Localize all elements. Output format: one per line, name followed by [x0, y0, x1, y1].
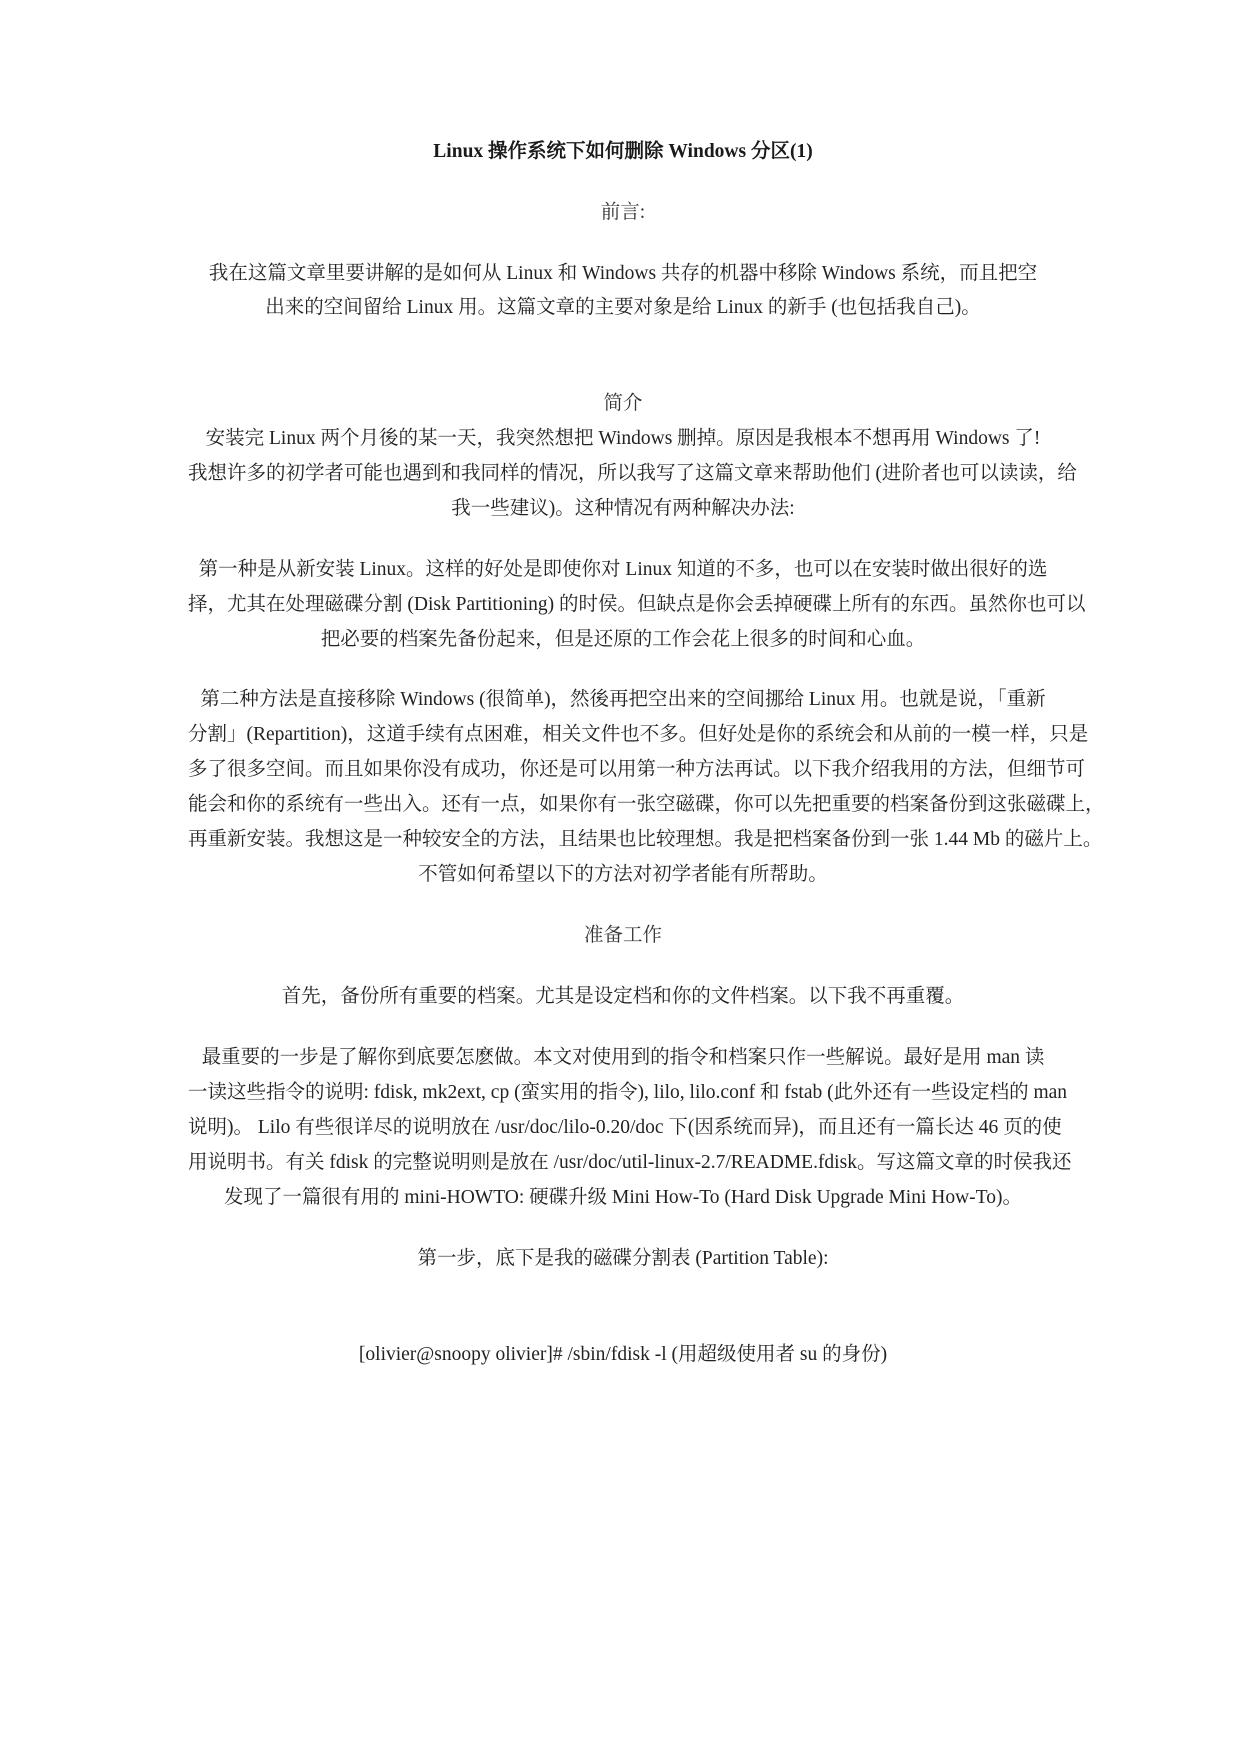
intro-line-3: 我一些建议)。这种情况有两种解决办法:	[451, 498, 795, 519]
method2-line-1: 第二种方法是直接移除 Windows (很简单)，然後再把空出来的空间挪给 Linux 用。也就是说，「重新	[200, 689, 1046, 710]
method2-line-6: 不管如何希望以下的方法对初学者能有所帮助。	[418, 864, 828, 885]
intro-line-2: 我想许多的初学者可能也遇到和我同样的情况，所以我写了这篇文章来帮助他们 (进阶者也可以读读，给	[188, 463, 1077, 484]
preface-heading: 前言:	[600, 202, 646, 223]
prep-line: 首先，备份所有重要的档案。尤其是设定档和你的文件档案。以下我不再重覆。	[281, 986, 965, 1007]
intro-heading: 简介	[603, 393, 643, 414]
method1-line-2: 择，尤其在处理磁碟分割 (Disk Partitioning) 的时侯。但缺点是你会丢掉硬碟上所有的东西。虽然你也可以	[188, 594, 1086, 615]
method1-line-3: 把必要的档案先备份起来，但是还原的工作会花上很多的时间和心血。	[320, 629, 926, 650]
method2-line-4: 能会和你的系统有一些出入。还有一点，如果你有一张空磁碟，你可以先把重要的档案备份到这张磁碟上，	[188, 794, 1105, 815]
important-line-5: 发现了一篇很有用的 mini-HOWTO: 硬碟升级 Mini How-To (Hard Disk Upgrade Mini How-To)。	[224, 1187, 1022, 1208]
method2-line-2: 分割」(Repartition)，这道手续有点困难，相关文件也不多。但好处是你的系统会和从前的一模一样，只是	[188, 724, 1089, 745]
document-title: Linux 操作系统下如何删除 Windows 分区(1)	[433, 141, 813, 162]
intro-line-1: 安装完 Linux 两个月後的某一天，我突然想把 Windows 删掉。原因是我根本不想再用 Windows 了!	[205, 428, 1041, 449]
important-line-1: 最重要的一步是了解你到底要怎麽做。本文对使用到的指令和档案只作一些解说。最好是用 man 读	[201, 1047, 1045, 1068]
step1-line: 第一步，底下是我的磁碟分割表 (Partition Table):	[417, 1248, 829, 1269]
method1-line-1: 第一种是从新安装 Linux。这样的好处是即使你对 Linux 知道的不多，也可以在安装时做出很好的选	[198, 559, 1048, 580]
method2-line-5: 再重新安装。我想这是一种较安全的方法，且结果也比较理想。我是把档案备份到一张 1.44 Mb 的磁片上。	[188, 829, 1103, 850]
method2-line-3: 多了很多空间。而且如果你没有成功，你还是可以用第一种方法再试。以下我介绍我用的方法，但细节可	[188, 759, 1086, 780]
prep-heading: 准备工作	[583, 925, 662, 946]
preface-line-2: 出来的空间留给 Linux 用。这篇文章的主要对象是给 Linux 的新手 (也包括我自己)。	[265, 297, 981, 318]
important-line-2: 一读这些指令的说明: fdisk, mk2ext, cp (蛮实用的指令), lilo, lilo.conf 和 fstab (此外还有一些设定档的 man	[188, 1082, 1068, 1103]
preface-line-1: 我在这篇文章里要讲解的是如何从 Linux 和 Windows 共存的机器中移除 Windows 系统，而且把空	[208, 263, 1038, 284]
command-line: [olivier@snoopy olivier]# /sbin/fdisk -l (用超级使用者 su 的身份)	[358, 1344, 888, 1365]
important-line-4: 用说明书。有关 fdisk 的完整说明则是放在 /usr/doc/util-linux-2.7/README.fdisk。写这篇文章的时侯我还	[188, 1152, 1072, 1173]
important-line-3: 说明)。 Lilo 有些很详尽的说明放在 /usr/doc/lilo-0.20/doc 下(因系统而异)，而且还有一篇长达 46 页的使	[188, 1117, 1062, 1138]
